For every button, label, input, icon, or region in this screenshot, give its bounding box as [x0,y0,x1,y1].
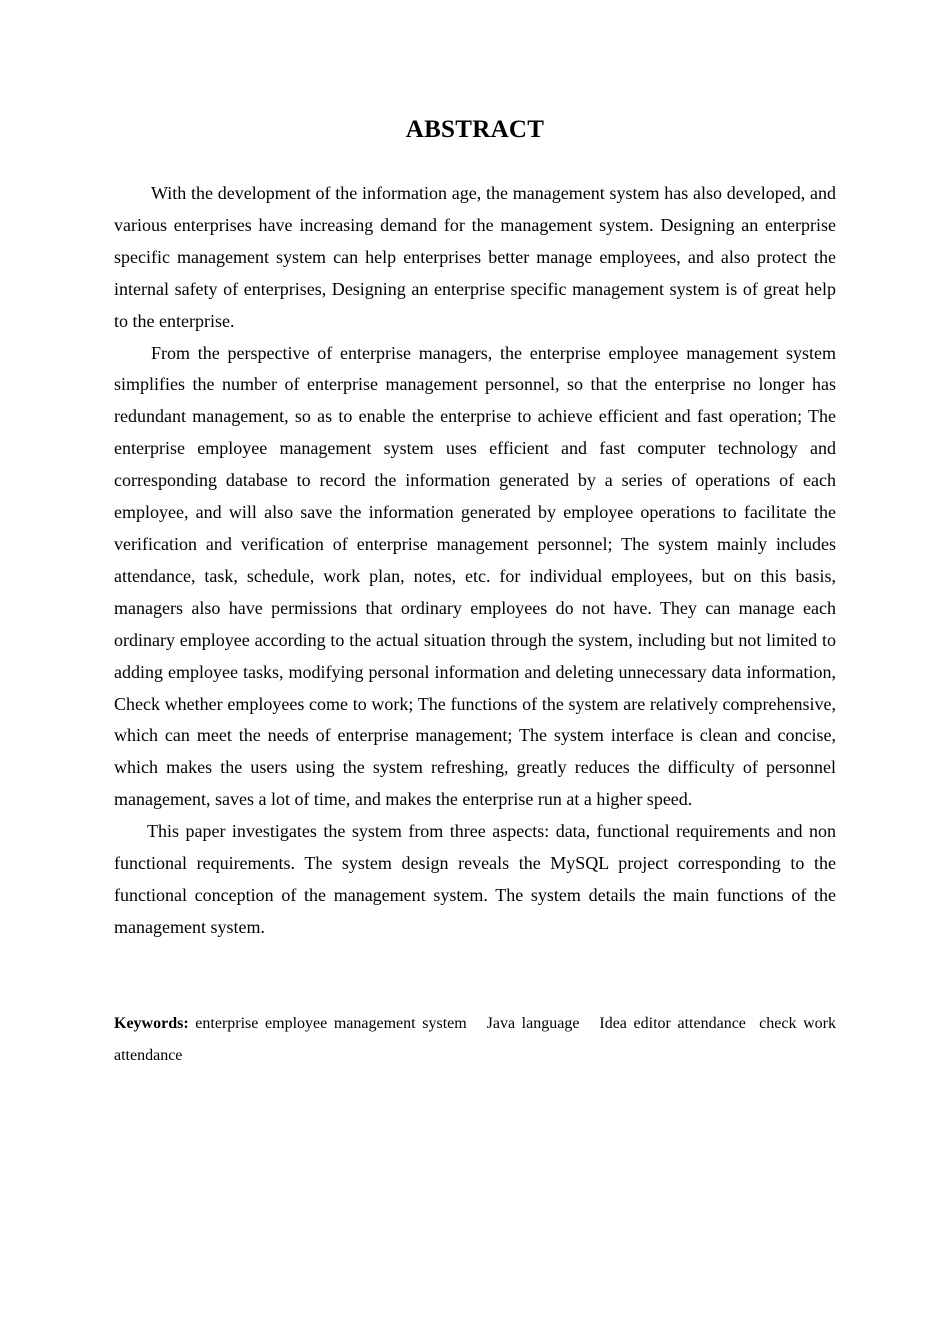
abstract-paragraph: From the perspective of enterprise managers, the enterprise employee management system simplifies the number of enterprise management personnel, so that the enterprise no longer has redundant management, so as to enable the enterprise to achieve efficient and fast operation; The enterprise employee management system uses efficient and fast computer technology and corresponding database to record the information generated by a series of operations of each employee, and will also save the information generated by employee operations to facilitate the verification and verification of enterprise management personnel; The system mainly includes attendance, task, schedule, work plan, notes, etc. for individual employees, but on this basis, managers also have permissions that ordinary employees do not have. They can manage each ordinary employee according to the actual situation through the system, including but not limited to adding employee tasks, modifying personal information and deleting unnecessary data information, Check whether employees come to work; The functions of the system are relatively comprehensive, which can meet the needs of enterprise management; The system interface is clean and concise, which makes the users using the system refreshing, greatly reduces the difficulty of personnel management, saves a lot of time, and makes the enterprise run at a higher speed. [114,342,836,810]
keyword-item: check work attendance [114,1015,836,1064]
abstract-paragraph: With the development of the information age, the management system has also developed, and various enterprises have increasing demand for the management system. Designing an enterprise specific management system can help enterprises better manage employees, and also protect the internal safety of enterprises, Designing an enterprise specific management system is of great help to the enterprise. [114,183,836,331]
abstract-paragraph: This paper investigates the system from three aspects: data, functional requirements and non functional requirements. The system design reveals the MySQL project corresponding to the functional conception of the management system. The system details the main functions of the management system. [114,821,836,937]
keyword-item: Idea editor attendance [599,1015,746,1032]
abstract-title: ABSTRACT [405,116,545,143]
keyword-item: enterprise employee management system [195,1015,467,1032]
keywords-line [114,1008,836,1072]
abstract-body [114,178,836,944]
keyword-item: Java language [486,1015,580,1032]
keywords-label: Keywords: [114,1015,189,1032]
